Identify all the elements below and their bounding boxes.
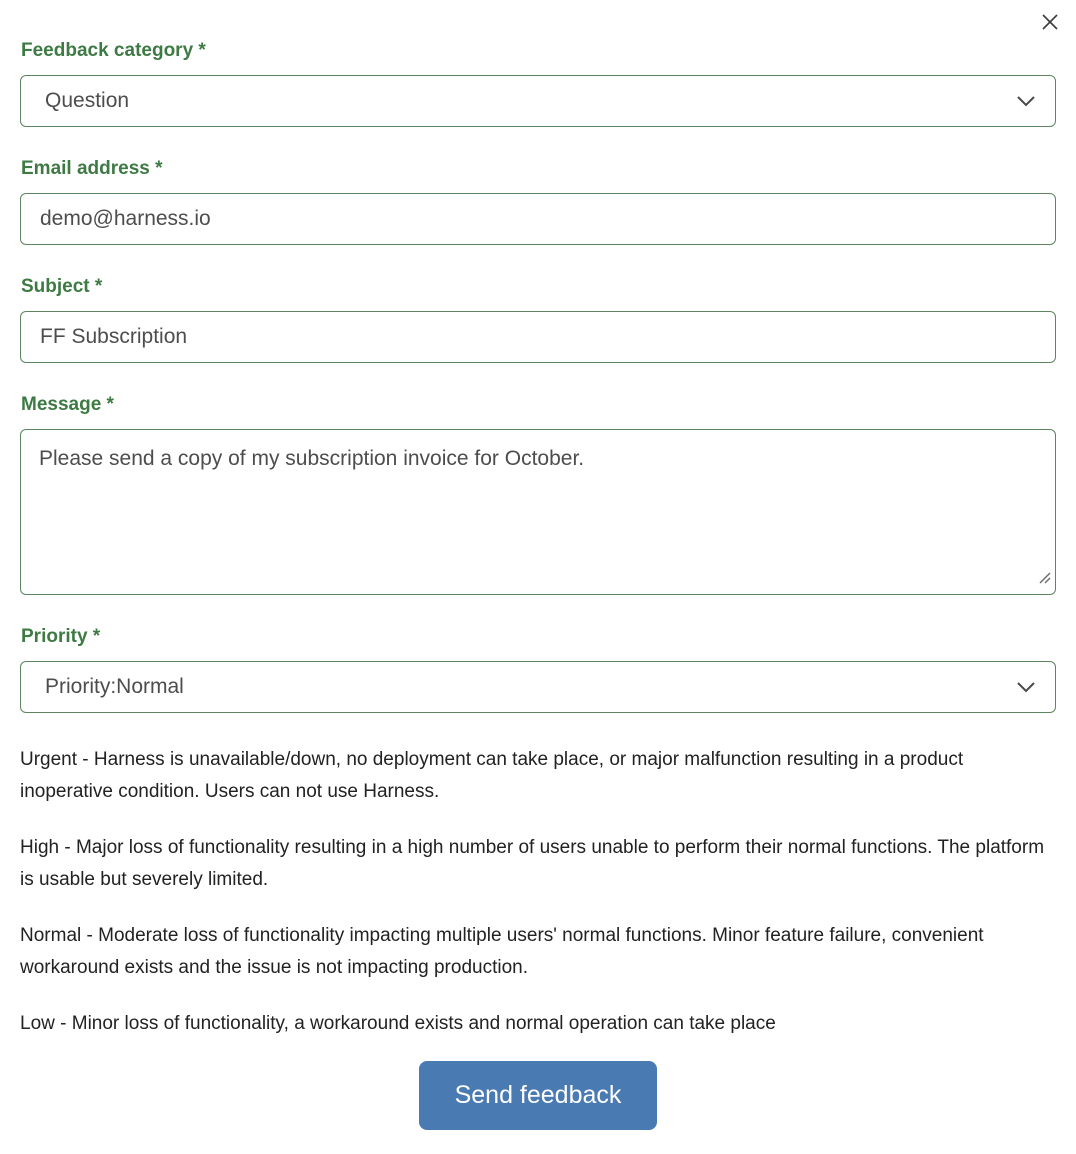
email-label: Email address * — [21, 158, 163, 179]
message-field[interactable] — [20, 429, 1056, 595]
priority-help-high: High - Major loss of functionality resulting in a high number of users unable to perform their normal functions. The platform is usable but severely limited. — [20, 837, 1045, 890]
priority-help-normal: Normal - Moderate loss of functionality impacting multiple users' normal functions. Minor feature failure, convenient workaround exists and the issue is not impacting production. — [20, 925, 984, 978]
priority-label: Priority * — [21, 626, 101, 647]
priority-help-urgent: Urgent - Harness is unavailable/down, no deployment can take place, or major malfunction resulting in a product inoperative condition. Users can not use Harness. — [20, 749, 964, 802]
send-feedback-button[interactable]: Send feedback — [419, 1061, 658, 1130]
chevron-down-icon — [1017, 682, 1035, 693]
subject-label: Subject * — [21, 276, 103, 297]
feedback-category-value: Question — [45, 89, 130, 112]
feedback-category-label: Feedback category * — [21, 40, 206, 61]
message-label: Message * — [21, 394, 114, 415]
close-button[interactable] — [1038, 10, 1062, 34]
subject-field[interactable] — [20, 311, 1056, 363]
chevron-down-icon — [1017, 96, 1035, 107]
email-field[interactable] — [20, 193, 1056, 245]
close-icon — [1041, 13, 1059, 31]
priority-help-low: Low - Minor loss of functionality, a workaround exists and normal operation can take place — [20, 1013, 776, 1034]
priority-value: Priority:Normal — [45, 675, 184, 698]
feedback-category-select[interactable] — [20, 75, 1056, 127]
resize-handle[interactable] — [1038, 571, 1051, 589]
button-row — [20, 1061, 1056, 1130]
priority-select[interactable] — [20, 661, 1056, 713]
